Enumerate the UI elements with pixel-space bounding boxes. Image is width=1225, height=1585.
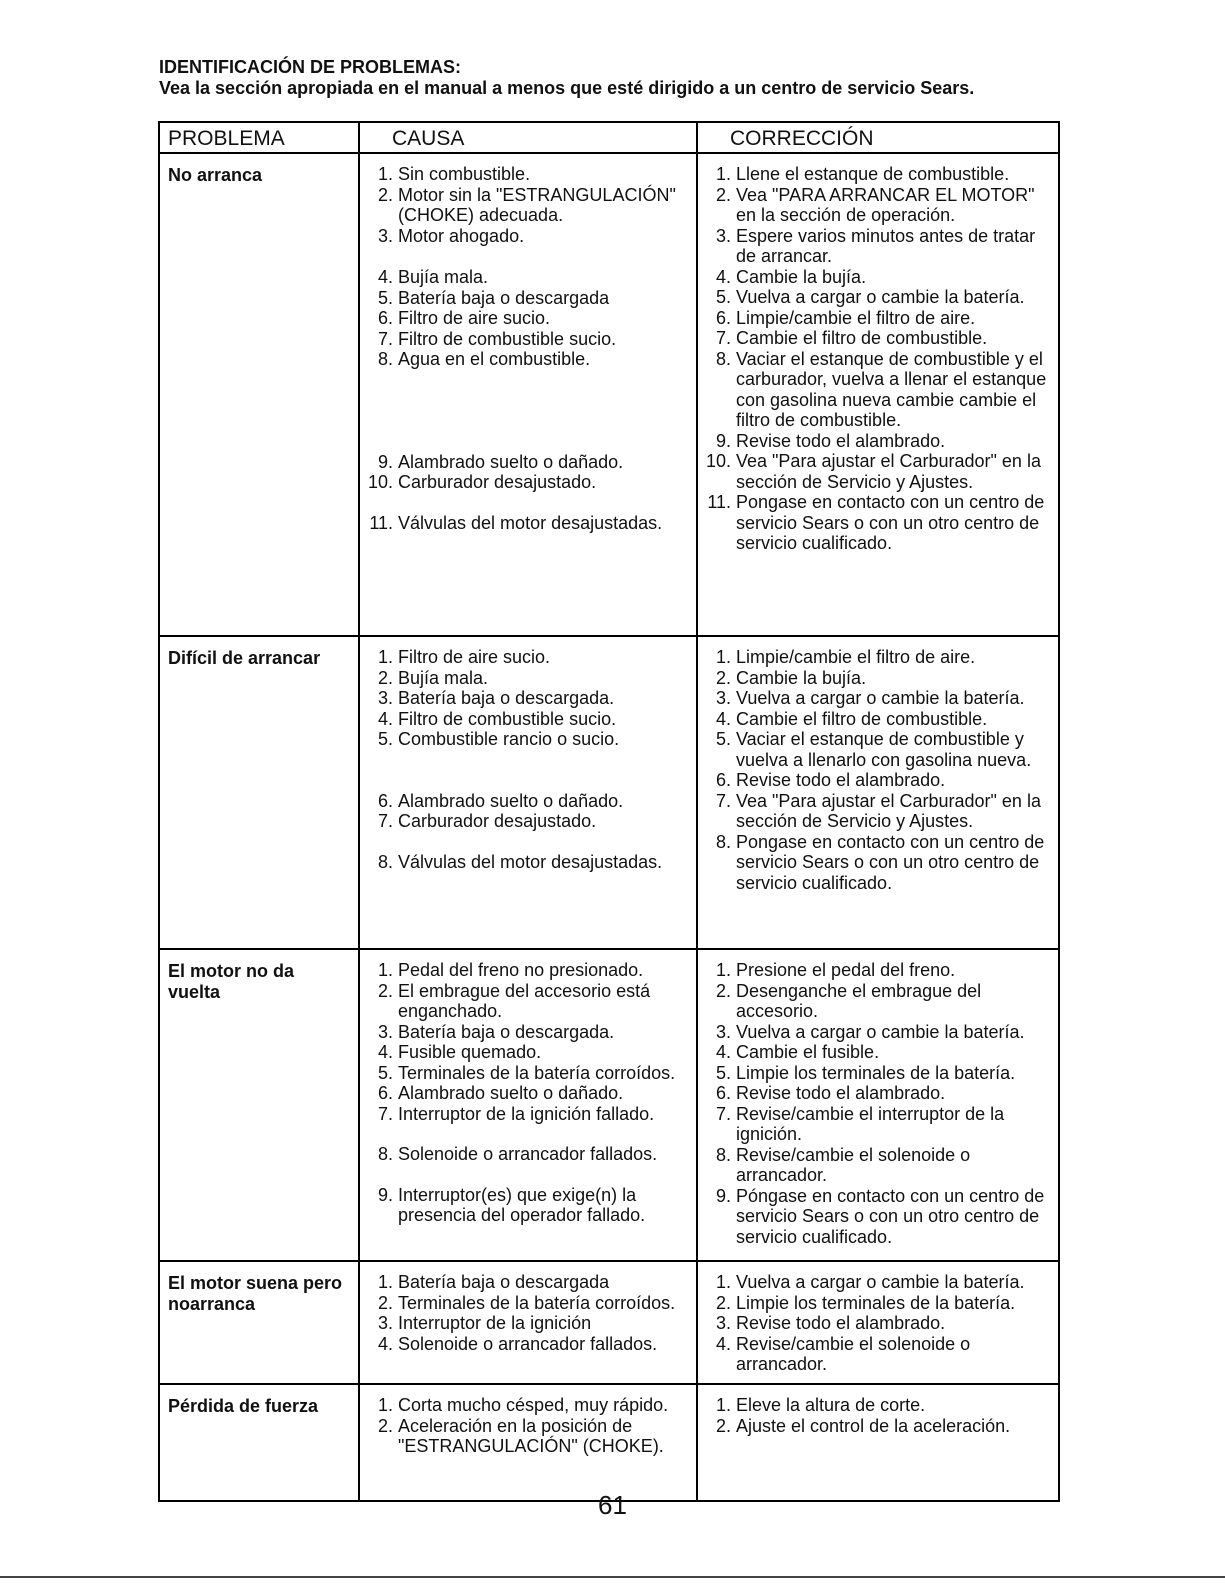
- list-item: 5. Batería baja o descargada: [398, 288, 690, 309]
- list-item: 6. Revise todo el alambrado.: [736, 1083, 1052, 1104]
- list-item: 4. Revise/cambie el solenoide o arrancador.: [736, 1334, 1052, 1375]
- list-item: 3. Espere varios minutos antes de tratar de arrancar.: [736, 226, 1052, 267]
- corrections-cell: [697, 1384, 1059, 1501]
- causes-cell: [359, 949, 697, 1261]
- list-item: 4. Bujía mala.: [398, 267, 690, 288]
- list-item: 1. Presione el pedal del freno.: [736, 960, 1052, 981]
- causes-cell: [359, 1261, 697, 1384]
- causes-list: [370, 164, 690, 533]
- column-header-problem: PROBLEMA: [159, 122, 359, 153]
- table-row: [159, 1261, 1059, 1384]
- list-item: 1. Pedal del freno no presionado.: [398, 960, 690, 981]
- list-item: 7. Revise/cambie el interruptor de la ignición.: [736, 1104, 1052, 1145]
- bottom-rule: [0, 1576, 1225, 1578]
- list-item: 2. Motor sin la "ESTRANGULACIÓN" (CHOKE) adecuada.: [398, 185, 690, 226]
- problem-cell: El motor no da vuelta: [159, 949, 359, 1261]
- list-item: 7. Cambie el filtro de combustible.: [736, 328, 1052, 349]
- table-header-row: [159, 122, 1059, 153]
- causes-list: [370, 1395, 690, 1457]
- list-item: 2. Aceleración en la posición de "ESTRANGULACIÓN" (CHOKE).: [398, 1416, 690, 1457]
- page-number: 61: [598, 1490, 627, 1520]
- column-header-correction: CORRECCIÓN: [697, 122, 1059, 153]
- list-item: 3. Batería baja o descargada.: [398, 688, 690, 709]
- list-item: 2. El embrague del accesorio está enganchado.: [398, 981, 690, 1022]
- list-item: 7. Filtro de combustible sucio.: [398, 329, 690, 350]
- corrections-cell: [697, 153, 1059, 636]
- corrections-list: [708, 1272, 1052, 1375]
- list-item: 6. Filtro de aire sucio.: [398, 308, 690, 329]
- list-item: 1. Batería baja o descargada: [398, 1272, 690, 1293]
- list-item: 1. Corta mucho césped, muy rápido.: [398, 1395, 690, 1416]
- list-item: 11. Pongase en contacto con un centro de servicio Sears o con un otro centro de servicio cualificado.: [736, 492, 1052, 554]
- list-item: 4. Cambie la bujía.: [736, 267, 1052, 288]
- list-item: 6. Alambrado suelto o dañado.: [398, 1083, 690, 1104]
- list-item: 9. Interruptor(es) que exige(n) la presencia del operador fallado.: [398, 1185, 690, 1226]
- list-item: 9. Póngase en contacto con un centro de servicio Sears o con un otro centro de servicio cualificado.: [736, 1186, 1052, 1248]
- corrections-list: [708, 647, 1052, 893]
- list-item: 1. Sin combustible.: [398, 164, 690, 185]
- list-item: 2. Vea "PARA ARRANCAR EL MOTOR" en la sección de operación.: [736, 185, 1052, 226]
- list-item: 6. Limpie/cambie el filtro de aire.: [736, 308, 1052, 329]
- causes-list: [370, 647, 690, 872]
- problem-cell: No arranca: [159, 153, 359, 636]
- list-item: 2. Limpie los terminales de la batería.: [736, 1293, 1052, 1314]
- list-item: 8. Pongase en contacto con un centro de servicio Sears o con un otro centro de servicio cualificado.: [736, 832, 1052, 894]
- list-item: 1. Limpie/cambie el filtro de aire.: [736, 647, 1052, 668]
- causes-cell: [359, 153, 697, 636]
- list-item: 4. Cambie el filtro de combustible.: [736, 709, 1052, 730]
- causes-list: [370, 1272, 690, 1354]
- list-item: 1. Filtro de aire sucio.: [398, 647, 690, 668]
- table-row: [159, 153, 1059, 636]
- list-item: 1. Llene el estanque de combustible.: [736, 164, 1052, 185]
- list-item: 5. Combustible rancio o sucio.: [398, 729, 690, 750]
- problem-cell: El motor suena pero noarranca: [159, 1261, 359, 1384]
- list-item: 7. Carburador desajustado.: [398, 811, 690, 832]
- column-header-cause: CAUSA: [359, 122, 697, 153]
- list-item: 2. Desenganche el embrague del accesorio.: [736, 981, 1052, 1022]
- page-subtitle: Vea la sección apropiada en el manual a menos que esté dirigido a un centro de servicio Sears.: [159, 78, 975, 98]
- list-item: 10. Vea "Para ajustar el Carburador" en la sección de Servicio y Ajustes.: [736, 451, 1052, 492]
- corrections-list: [708, 1395, 1052, 1436]
- list-item: 8. Revise/cambie el solenoide o arrancador.: [736, 1145, 1052, 1186]
- list-item: 7. Vea "Para ajustar el Carburador" en la sección de Servicio y Ajustes.: [736, 791, 1052, 832]
- list-item: 8. Válvulas del motor desajustadas.: [398, 852, 690, 873]
- corrections-list: [708, 960, 1052, 1247]
- list-item: 4. Solenoide o arrancador fallados.: [398, 1334, 690, 1355]
- list-item: 4. Fusible quemado.: [398, 1042, 690, 1063]
- table-row: [159, 636, 1059, 949]
- list-item: 5. Vaciar el estanque de combustible y vuelva a llenarlo con gasolina nueva.: [736, 729, 1052, 770]
- list-item: 1. Vuelva a cargar o cambie la batería.: [736, 1272, 1052, 1293]
- troubleshooting-table: [158, 121, 1060, 1502]
- list-item: 3. Revise todo el alambrado.: [736, 1313, 1052, 1334]
- list-item: 8. Solenoide o arrancador fallados.: [398, 1144, 690, 1165]
- corrections-cell: [697, 949, 1059, 1261]
- corrections-cell: [697, 636, 1059, 949]
- list-item: 2. Ajuste el control de la aceleración.: [736, 1416, 1052, 1437]
- list-item: 7. Interruptor de la ignición fallado.: [398, 1104, 690, 1125]
- causes-cell: [359, 1384, 697, 1501]
- table-row: [159, 949, 1059, 1261]
- list-item: 4. Cambie el fusible.: [736, 1042, 1052, 1063]
- list-item: 5. Limpie los terminales de la batería.: [736, 1063, 1052, 1084]
- list-item: 2. Terminales de la batería corroídos.: [398, 1293, 690, 1314]
- list-item: 3. Vuelva a cargar o cambie la batería.: [736, 688, 1052, 709]
- corrections-list: [708, 164, 1052, 554]
- list-item: 5. Vuelva a cargar o cambie la batería.: [736, 287, 1052, 308]
- list-item: 8. Vaciar el estanque de combustible y el carburador, vuelva a llenar el estanque con gasolina nueva cambie cambie el filtro de combustible.: [736, 349, 1052, 431]
- list-item: 9. Revise todo el alambrado.: [736, 431, 1052, 452]
- list-item: 9. Alambrado suelto o dañado.: [398, 452, 690, 473]
- list-item: 3. Vuelva a cargar o cambie la batería.: [736, 1022, 1052, 1043]
- problem-cell: Pérdida de fuerza: [159, 1384, 359, 1501]
- list-item: 3. Batería baja o descargada.: [398, 1022, 690, 1043]
- list-item: 10. Carburador desajustado.: [398, 472, 690, 493]
- list-item: 3. Interruptor de la ignición: [398, 1313, 690, 1334]
- list-item: 5. Terminales de la batería corroídos.: [398, 1063, 690, 1084]
- list-item: 6. Alambrado suelto o dañado.: [398, 791, 690, 812]
- list-item: 2. Bujía mala.: [398, 668, 690, 689]
- list-item: 4. Filtro de combustible sucio.: [398, 709, 690, 730]
- list-item: 1. Eleve la altura de corte.: [736, 1395, 1052, 1416]
- page-title: IDENTIFICACIÓN DE PROBLEMAS:: [159, 57, 462, 77]
- list-item: 11. Válvulas del motor desajustadas.: [398, 513, 690, 534]
- list-item: 6. Revise todo el alambrado.: [736, 770, 1052, 791]
- list-item: 2. Cambie la bujía.: [736, 668, 1052, 689]
- table-row: [159, 1384, 1059, 1501]
- causes-cell: [359, 636, 697, 949]
- causes-list: [370, 960, 690, 1226]
- list-item: 8. Agua en el combustible.: [398, 349, 690, 370]
- list-item: 3. Motor ahogado.: [398, 226, 690, 247]
- corrections-cell: [697, 1261, 1059, 1384]
- problem-cell: Difícil de arrancar: [159, 636, 359, 949]
